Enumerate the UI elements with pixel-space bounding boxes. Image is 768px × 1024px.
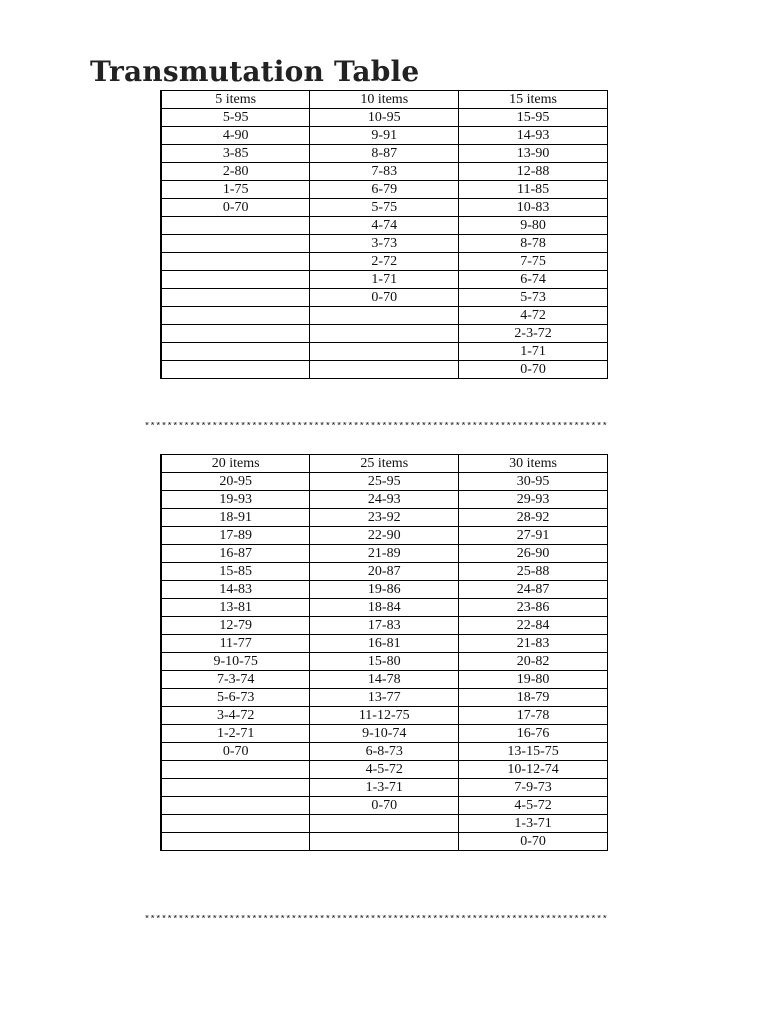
column-header: 5 items [161,91,310,109]
table-row [161,271,608,289]
table-row [161,527,608,545]
table-cell: 11-12-75 [310,707,459,725]
table-cell: 7-83 [310,163,459,181]
table-body [161,455,608,851]
table-cell: 24-93 [310,491,459,509]
table-cell [310,307,459,325]
table-row [161,163,608,181]
table-cell [310,815,459,833]
table-cell: 6-79 [310,181,459,199]
table-cell: 19-86 [310,581,459,599]
table-cell: 0-70 [161,199,310,217]
table-cell: 10-95 [310,109,459,127]
table-cell [161,833,310,851]
table-row [161,743,608,761]
table-row [161,473,608,491]
table-cell: 15-80 [310,653,459,671]
table-cell: 9-10-75 [161,653,310,671]
table-cell: 19-80 [459,671,608,689]
table-cell: 15-95 [459,109,608,127]
table-cell [161,271,310,289]
table-cell: 4-74 [310,217,459,235]
table-cell: 2-3-72 [459,325,608,343]
table-cell [161,361,310,379]
table-cell: 7-9-73 [459,779,608,797]
table-cell: 9-91 [310,127,459,145]
table-row [161,617,608,635]
table-cell: 12-79 [161,617,310,635]
table-cell: 0-70 [459,361,608,379]
table-row [161,545,608,563]
table-cell: 22-84 [459,617,608,635]
table-cell [161,217,310,235]
table-row [161,599,608,617]
table-cell: 20-87 [310,563,459,581]
table-row [161,833,608,851]
table-cell: 21-83 [459,635,608,653]
table-cell: 1-71 [459,343,608,361]
table-cell [161,253,310,271]
table-cell: 1-2-71 [161,725,310,743]
table-cell: 14-78 [310,671,459,689]
table-cell: 2-80 [161,163,310,181]
table-cell: 18-91 [161,509,310,527]
table-cell: 8-78 [459,235,608,253]
table-cell: 13-90 [459,145,608,163]
table-row [161,491,608,509]
table-cell [310,343,459,361]
table-cell: 1-71 [310,271,459,289]
table-row [161,217,608,235]
table-cell: 3-73 [310,235,459,253]
table-row [161,761,608,779]
table-cell: 9-80 [459,217,608,235]
table-row [161,563,608,581]
transmutation-table-20-25-30 [160,454,608,851]
table-row [161,635,608,653]
table-cell: 1-75 [161,181,310,199]
table-row [161,361,608,379]
table-cell: 6-8-73 [310,743,459,761]
table-body [161,91,608,379]
table-row [161,127,608,145]
table-cell: 16-76 [459,725,608,743]
table-row [161,725,608,743]
table-cell: 1-3-71 [310,779,459,797]
table-row [161,689,608,707]
table-cell [161,289,310,307]
table-row [161,343,608,361]
table-row [161,145,608,163]
table-cell: 13-81 [161,599,310,617]
table-row [161,325,608,343]
table-cell: 17-83 [310,617,459,635]
table-cell: 0-70 [459,833,608,851]
table-cell: 23-86 [459,599,608,617]
table-cell [161,797,310,815]
table-row [161,671,608,689]
table-row [161,815,608,833]
page-title: Transmutation Table [90,55,420,88]
column-header: 25 items [310,455,459,473]
table-cell: 17-89 [161,527,310,545]
column-header: 10 items [310,91,459,109]
header-row [161,91,608,109]
table-row [161,199,608,217]
table-cell: 10-83 [459,199,608,217]
table-row [161,289,608,307]
table-cell: 2-72 [310,253,459,271]
table-row [161,109,608,127]
table-cell: 13-15-75 [459,743,608,761]
table-cell: 5-75 [310,199,459,217]
table-cell: 7-3-74 [161,671,310,689]
table-cell: 11-77 [161,635,310,653]
table-cell: 4-5-72 [459,797,608,815]
table-cell: 11-85 [459,181,608,199]
table-cell: 27-91 [459,527,608,545]
table-cell: 10-12-74 [459,761,608,779]
table-cell: 20-82 [459,653,608,671]
table-cell: 30-95 [459,473,608,491]
table-cell: 28-92 [459,509,608,527]
table-cell [161,343,310,361]
table-cell [161,325,310,343]
column-header: 15 items [459,91,608,109]
table-cell: 7-75 [459,253,608,271]
table-cell: 3-85 [161,145,310,163]
table-cell: 0-70 [310,797,459,815]
table-cell [161,815,310,833]
table-cell [310,325,459,343]
table-cell: 0-70 [310,289,459,307]
table-cell: 6-74 [459,271,608,289]
column-header: 20 items [161,455,310,473]
table-cell: 23-92 [310,509,459,527]
table-cell: 18-84 [310,599,459,617]
table-cell: 3-4-72 [161,707,310,725]
table-cell: 8-87 [310,145,459,163]
table-cell: 18-79 [459,689,608,707]
asterisk-separator: ********************************************************************************** [144,915,608,926]
table-cell: 25-88 [459,563,608,581]
table-row [161,797,608,815]
table-row [161,581,608,599]
table-cell [161,235,310,253]
table-row [161,509,608,527]
table-row [161,307,608,325]
table-cell: 5-6-73 [161,689,310,707]
table-cell [161,761,310,779]
table-cell: 4-5-72 [310,761,459,779]
table-row [161,235,608,253]
table-cell [161,307,310,325]
table-cell: 5-95 [161,109,310,127]
asterisk-separator: ********************************************************************************** [144,422,608,433]
table-cell: 0-70 [161,743,310,761]
table-cell: 4-72 [459,307,608,325]
transmutation-table-5-10-15 [160,90,608,379]
table-cell: 13-77 [310,689,459,707]
table-cell: 16-81 [310,635,459,653]
table-cell: 1-3-71 [459,815,608,833]
table-row [161,253,608,271]
table-cell: 29-93 [459,491,608,509]
table-cell: 16-87 [161,545,310,563]
table-cell: 22-90 [310,527,459,545]
table-cell: 17-78 [459,707,608,725]
table-cell: 12-88 [459,163,608,181]
table-cell [310,361,459,379]
table-cell: 24-87 [459,581,608,599]
table-cell: 14-83 [161,581,310,599]
table-row [161,779,608,797]
table-row [161,181,608,199]
table-cell: 15-85 [161,563,310,581]
table-cell [310,833,459,851]
column-header: 30 items [459,455,608,473]
table-cell: 20-95 [161,473,310,491]
table-cell: 19-93 [161,491,310,509]
table-cell: 26-90 [459,545,608,563]
header-row [161,455,608,473]
table-cell: 21-89 [310,545,459,563]
table-cell: 9-10-74 [310,725,459,743]
table-cell: 5-73 [459,289,608,307]
table-cell: 4-90 [161,127,310,145]
table-row [161,653,608,671]
table-cell: 25-95 [310,473,459,491]
table-row [161,707,608,725]
table-cell: 14-93 [459,127,608,145]
table-cell [161,779,310,797]
